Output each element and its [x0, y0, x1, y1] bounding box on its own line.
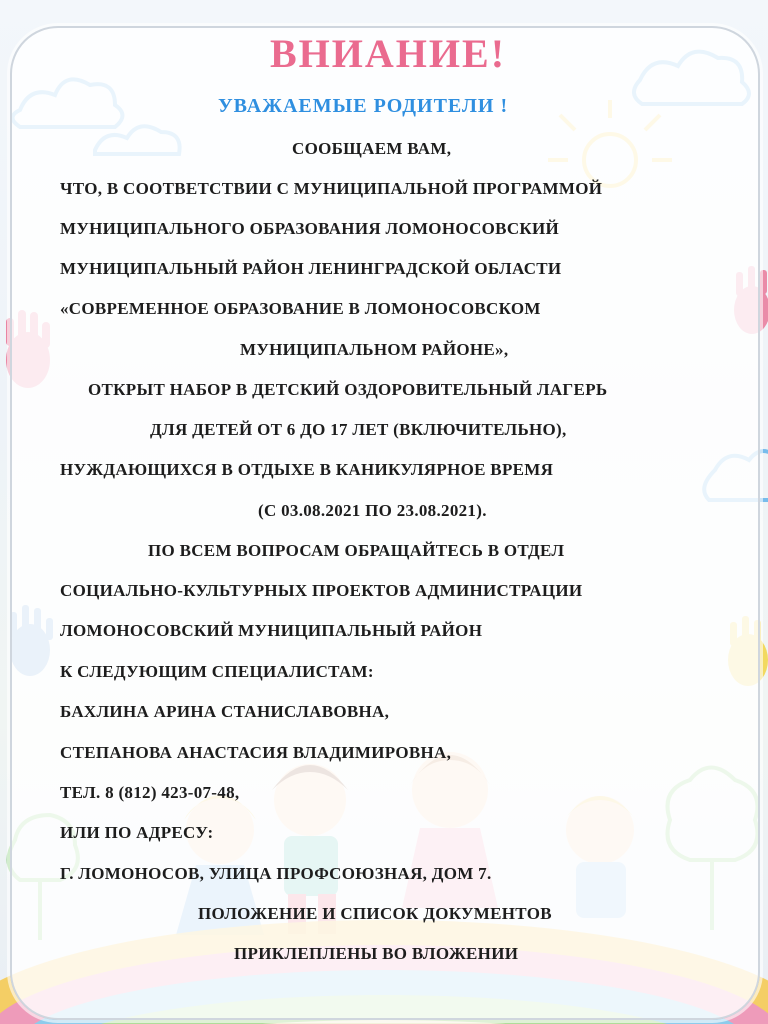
- body-line: ПРИКЛЕПЛЕНЫ ВО ВЛОЖЕНИИ: [234, 944, 519, 963]
- body-line: ПО ВСЕМ ВОПРОСАМ ОБРАЩАЙТЕСЬ В ОТДЕЛ: [148, 541, 565, 560]
- body-line: ОТКРЫТ НАБОР В ДЕТСКИЙ ОЗДОРОВИТЕЛЬНЫЙ ЛАГЕРЬ: [88, 380, 608, 399]
- body-line: СОЦИАЛЬНО-КУЛЬТУРНЫХ ПРОЕКТОВ АДМИНИСТРАЦИИ: [60, 581, 583, 600]
- body-line: ИЛИ ПО АДРЕСУ:: [60, 823, 214, 842]
- notice-title: ВНИАНИЕ!: [270, 31, 507, 76]
- body-line: «СОВРЕМЕННОЕ ОБРАЗОВАНИЕ В ЛОМОНОСОВСКОМ: [60, 299, 541, 318]
- body-line: Г. ЛОМОНОСОВ, УЛИЦА ПРОФСОЮЗНАЯ, ДОМ 7.: [60, 864, 492, 883]
- body-line: ЛОМОНОСОВСКИЙ МУНИЦИПАЛЬНЫЙ РАЙОН: [60, 621, 483, 640]
- body-line: МУНИЦИПАЛЬНОМ РАЙОНЕ»,: [240, 340, 509, 359]
- body-line: (С 03.08.2021 ПО 23.08.2021).: [258, 501, 487, 520]
- body-line: МУНИЦИПАЛЬНОГО ОБРАЗОВАНИЯ ЛОМОНОСОВСКИЙ: [60, 219, 560, 238]
- body-line: К СЛЕДУЮЩИМ СПЕЦИАЛИСТАМ:: [60, 662, 374, 681]
- body-line: ТЕЛ. 8 (812) 423-07-48,: [60, 783, 240, 802]
- body-line: БАХЛИНА АРИНА СТАНИСЛАВОВНА,: [60, 702, 390, 721]
- body-line: ЧТО, В СООТВЕТСТВИИ С МУНИЦИПАЛЬНОЙ ПРОГРАММОЙ: [60, 179, 603, 198]
- body-line: СООБЩАЕМ ВАМ,: [292, 139, 452, 158]
- body-line: СТЕПАНОВА АНАСТАСИЯ ВЛАДИМИРОВНА,: [60, 743, 452, 762]
- body-line: ПОЛОЖЕНИЕ И СПИСОК ДОКУМЕНТОВ: [198, 904, 552, 923]
- body-line: МУНИЦИПАЛЬНЫЙ РАЙОН ЛЕНИНГРАДСКОЙ ОБЛАСТИ: [60, 259, 562, 278]
- body-line: НУЖДАЮЩИХСЯ В ОТДЫХЕ В КАНИКУЛЯРНОЕ ВРЕМЯ: [60, 460, 554, 479]
- body-line: ДЛЯ ДЕТЕЙ ОТ 6 ДО 17 ЛЕТ (ВКЛЮЧИТЕЛЬНО),: [150, 420, 567, 439]
- notice-subtitle: УВАЖАЕМЫЕ РОДИТЕЛИ !: [218, 95, 509, 117]
